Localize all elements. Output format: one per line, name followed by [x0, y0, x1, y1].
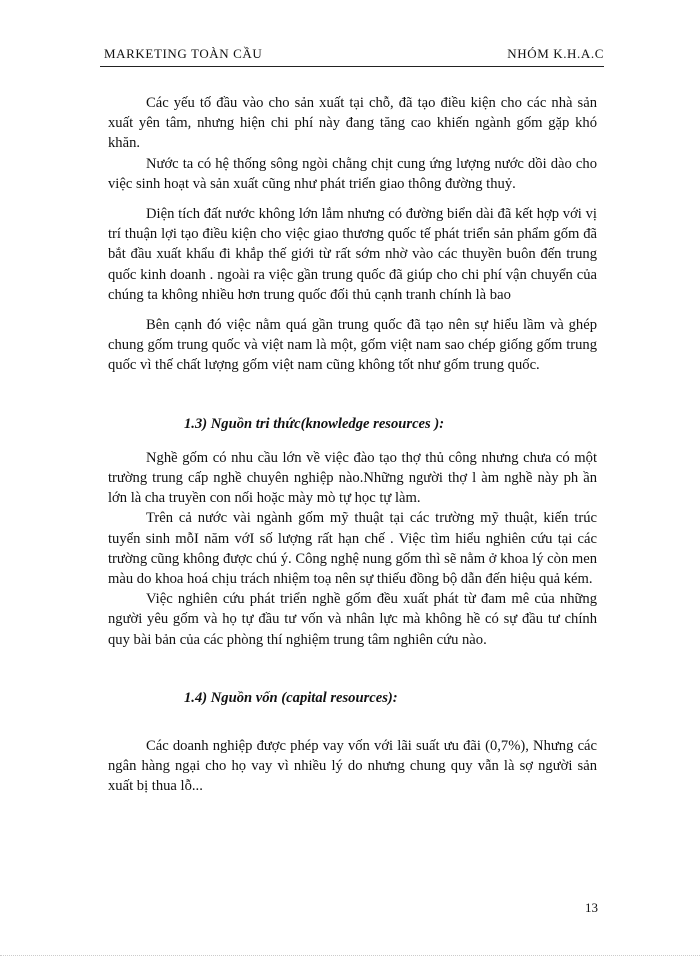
header-title-left: MARKETING TOÀN CẦU: [104, 46, 263, 61]
paragraph-intro-2: Nước ta có hệ thống sông ngòi chằng chịt cung ứng lượng nước dồi dào cho việc sinh hoạt và sản xuất cũng như phát triển giao thông đường thuỷ.: [108, 155, 597, 192]
section-heading-knowledge-resources: 1.3) Nguồn tri thức(knowledge resources ):: [184, 415, 445, 432]
page-number: 13: [585, 900, 598, 915]
header-divider: [100, 66, 604, 67]
page-bottom-edge: [0, 955, 700, 956]
section-heading-capital-resources: 1.4) Nguồn vốn (capital resources):: [184, 689, 398, 706]
header-title-right: NHÓM K.H.A.C: [507, 46, 604, 61]
paragraph-intro-1: Các yếu tố đầu vào cho sản xuất tại chỗ, đã tạo điều kiện cho các nhà sản xuất yên tâm, nhưng hiện chi phí này đang tăng cao khiến ngành gốm gặp khó khăn.: [108, 95, 597, 152]
document-body: [108, 93, 597, 797]
paragraph-knowledge-1: Nghề gốm có nhu cầu lớn về việc đào tạo thợ thủ công nhưng chưa có một trường trung cấp nghề chuyên nghiệp nào.Những người thợ l àm nghề này ph ần lớn là cha truyền con nối hoặc mày mò tự học tự làm.: [108, 449, 597, 507]
paragraph-intro-3: Diện tích đất nước không lớn lắm nhưng có đường biển dài đã kết hợp với vị trí thuận lợi tạo điều kiện cho việc giao thương quốc tế phát triển sản phẩm gốm đã bắt đầu xuất khẩu đi khắp thế giới từ rất sớm nhờ vào các thuyền buôn đến trung quốc kinh doanh . ngoài ra việc gần trung quốc đã giúp cho chi phí vận chuyển của chúng ta không nhiều hơn trung quốc đối thủ cạnh tranh chính là bao: [108, 206, 597, 303]
paragraph-intro-4: Bên cạnh đó việc nằm quá gần trung quốc đã tạo nên sự hiểu lầm và ghép chung gốm trung quốc và việt nam là một, gốm việt nam sao chép giống gốm trung quốc vì thế chất lượng gốm việt nam cũng không tốt như gốm trung quốc.: [108, 317, 597, 374]
paragraph-knowledge-2: Trên cả nước vài ngành gốm mỹ thuật tại các trường mỹ thuật, kiến trúc tuyển sinh mỗI năm vớI số lượng rất hạn chế . Việc tìm hiểu nghiên cứu tại các trường cũng không được chú ý. Công nghệ nung gốm thì sẽ nằm ở khoa lý còn men màu do khoa hoá chịu trách nhiệm toạ nên sự thiếu đồng bộ dẫn đến hiệu quả kém.: [108, 510, 597, 588]
page-header: [104, 44, 604, 66]
paragraph-capital-1: Các doanh nghiệp được phép vay vốn với lãi suất ưu đãi (0,7%), Nhưng các ngân hàng ngại cho họ vay vì nhiều lý do nhưng chung quy vẫn là sợ người sản xuất bị thua lỗ...: [108, 738, 597, 795]
paragraph-knowledge-3: Việc nghiên cứu phát triển nghề gốm đều xuất phát từ đam mê của những người yêu gốm và họ tự đầu tư vốn và nhân lực mà không hề có sự đầu tư chính quy bài bản của các phòng thí nghiệm trung tâm nghiên cứu nào.: [108, 591, 597, 648]
